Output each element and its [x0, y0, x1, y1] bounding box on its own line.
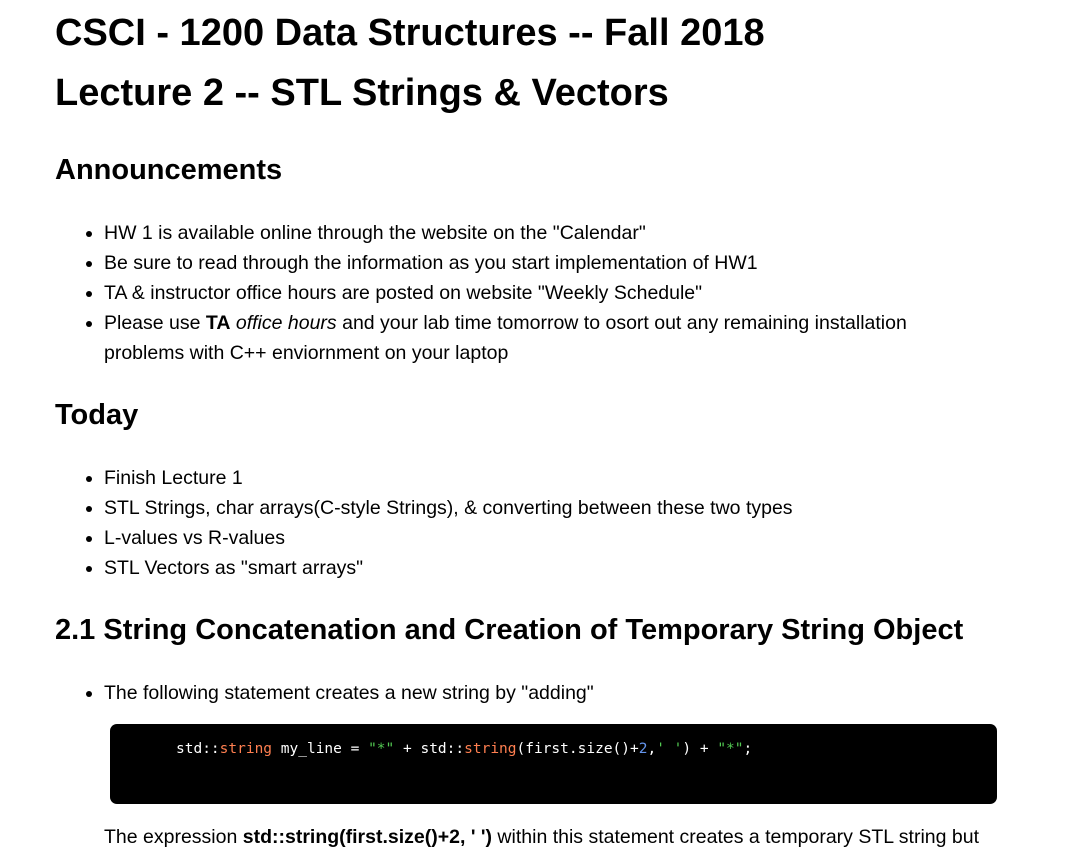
list-item: • Finish Lecture 1: [104, 463, 793, 493]
today-heading: Today: [55, 399, 139, 431]
code-line: std::string my_line = "*" + std::string(first.size()+2,' ') + "*";: [176, 741, 753, 757]
today-list: [55, 463, 793, 583]
bold-text: TA: [205, 312, 231, 334]
list-item: • L-values vs R-values: [104, 523, 793, 553]
lecture-title: Lecture 2 -- STL Strings & Vectors: [55, 72, 669, 114]
announcements-list: [55, 218, 934, 368]
list-item: • The following statement creates a new string by "adding": [104, 678, 594, 708]
page-title: CSCI - 1200 Data Structures -- Fall 2018: [55, 12, 765, 54]
list-item: • STL Vectors as "smart arrays": [104, 553, 793, 583]
list-item: • Please use TA office hours and your lab time tomorrow to osort out any remaining installation problems with C++ enviornment on your laptop: [104, 308, 934, 368]
code-block: [110, 724, 997, 804]
explanation-paragraph: The expression std::string(first.size()+2, ' ') within this statement creates a temporary STL string but: [104, 826, 980, 848]
italic-text: office hours: [235, 312, 337, 334]
list-item: • HW 1 is available online through the website on the "Calendar": [104, 218, 934, 248]
list-item: • STL Strings, char arrays(C-style Strings), & converting between these two types: [104, 493, 793, 523]
bold-code-expression: std::string(first.size()+2, ' '): [242, 826, 493, 848]
section-list: [55, 678, 594, 708]
section-heading: 2.1 String Concatenation and Creation of Temporary String Object: [55, 614, 964, 646]
list-item: • TA & instructor office hours are posted on website "Weekly Schedule": [104, 278, 934, 308]
list-item: • Be sure to read through the information as you start implementation of HW1: [104, 248, 934, 278]
announcements-heading: Announcements: [55, 154, 283, 186]
